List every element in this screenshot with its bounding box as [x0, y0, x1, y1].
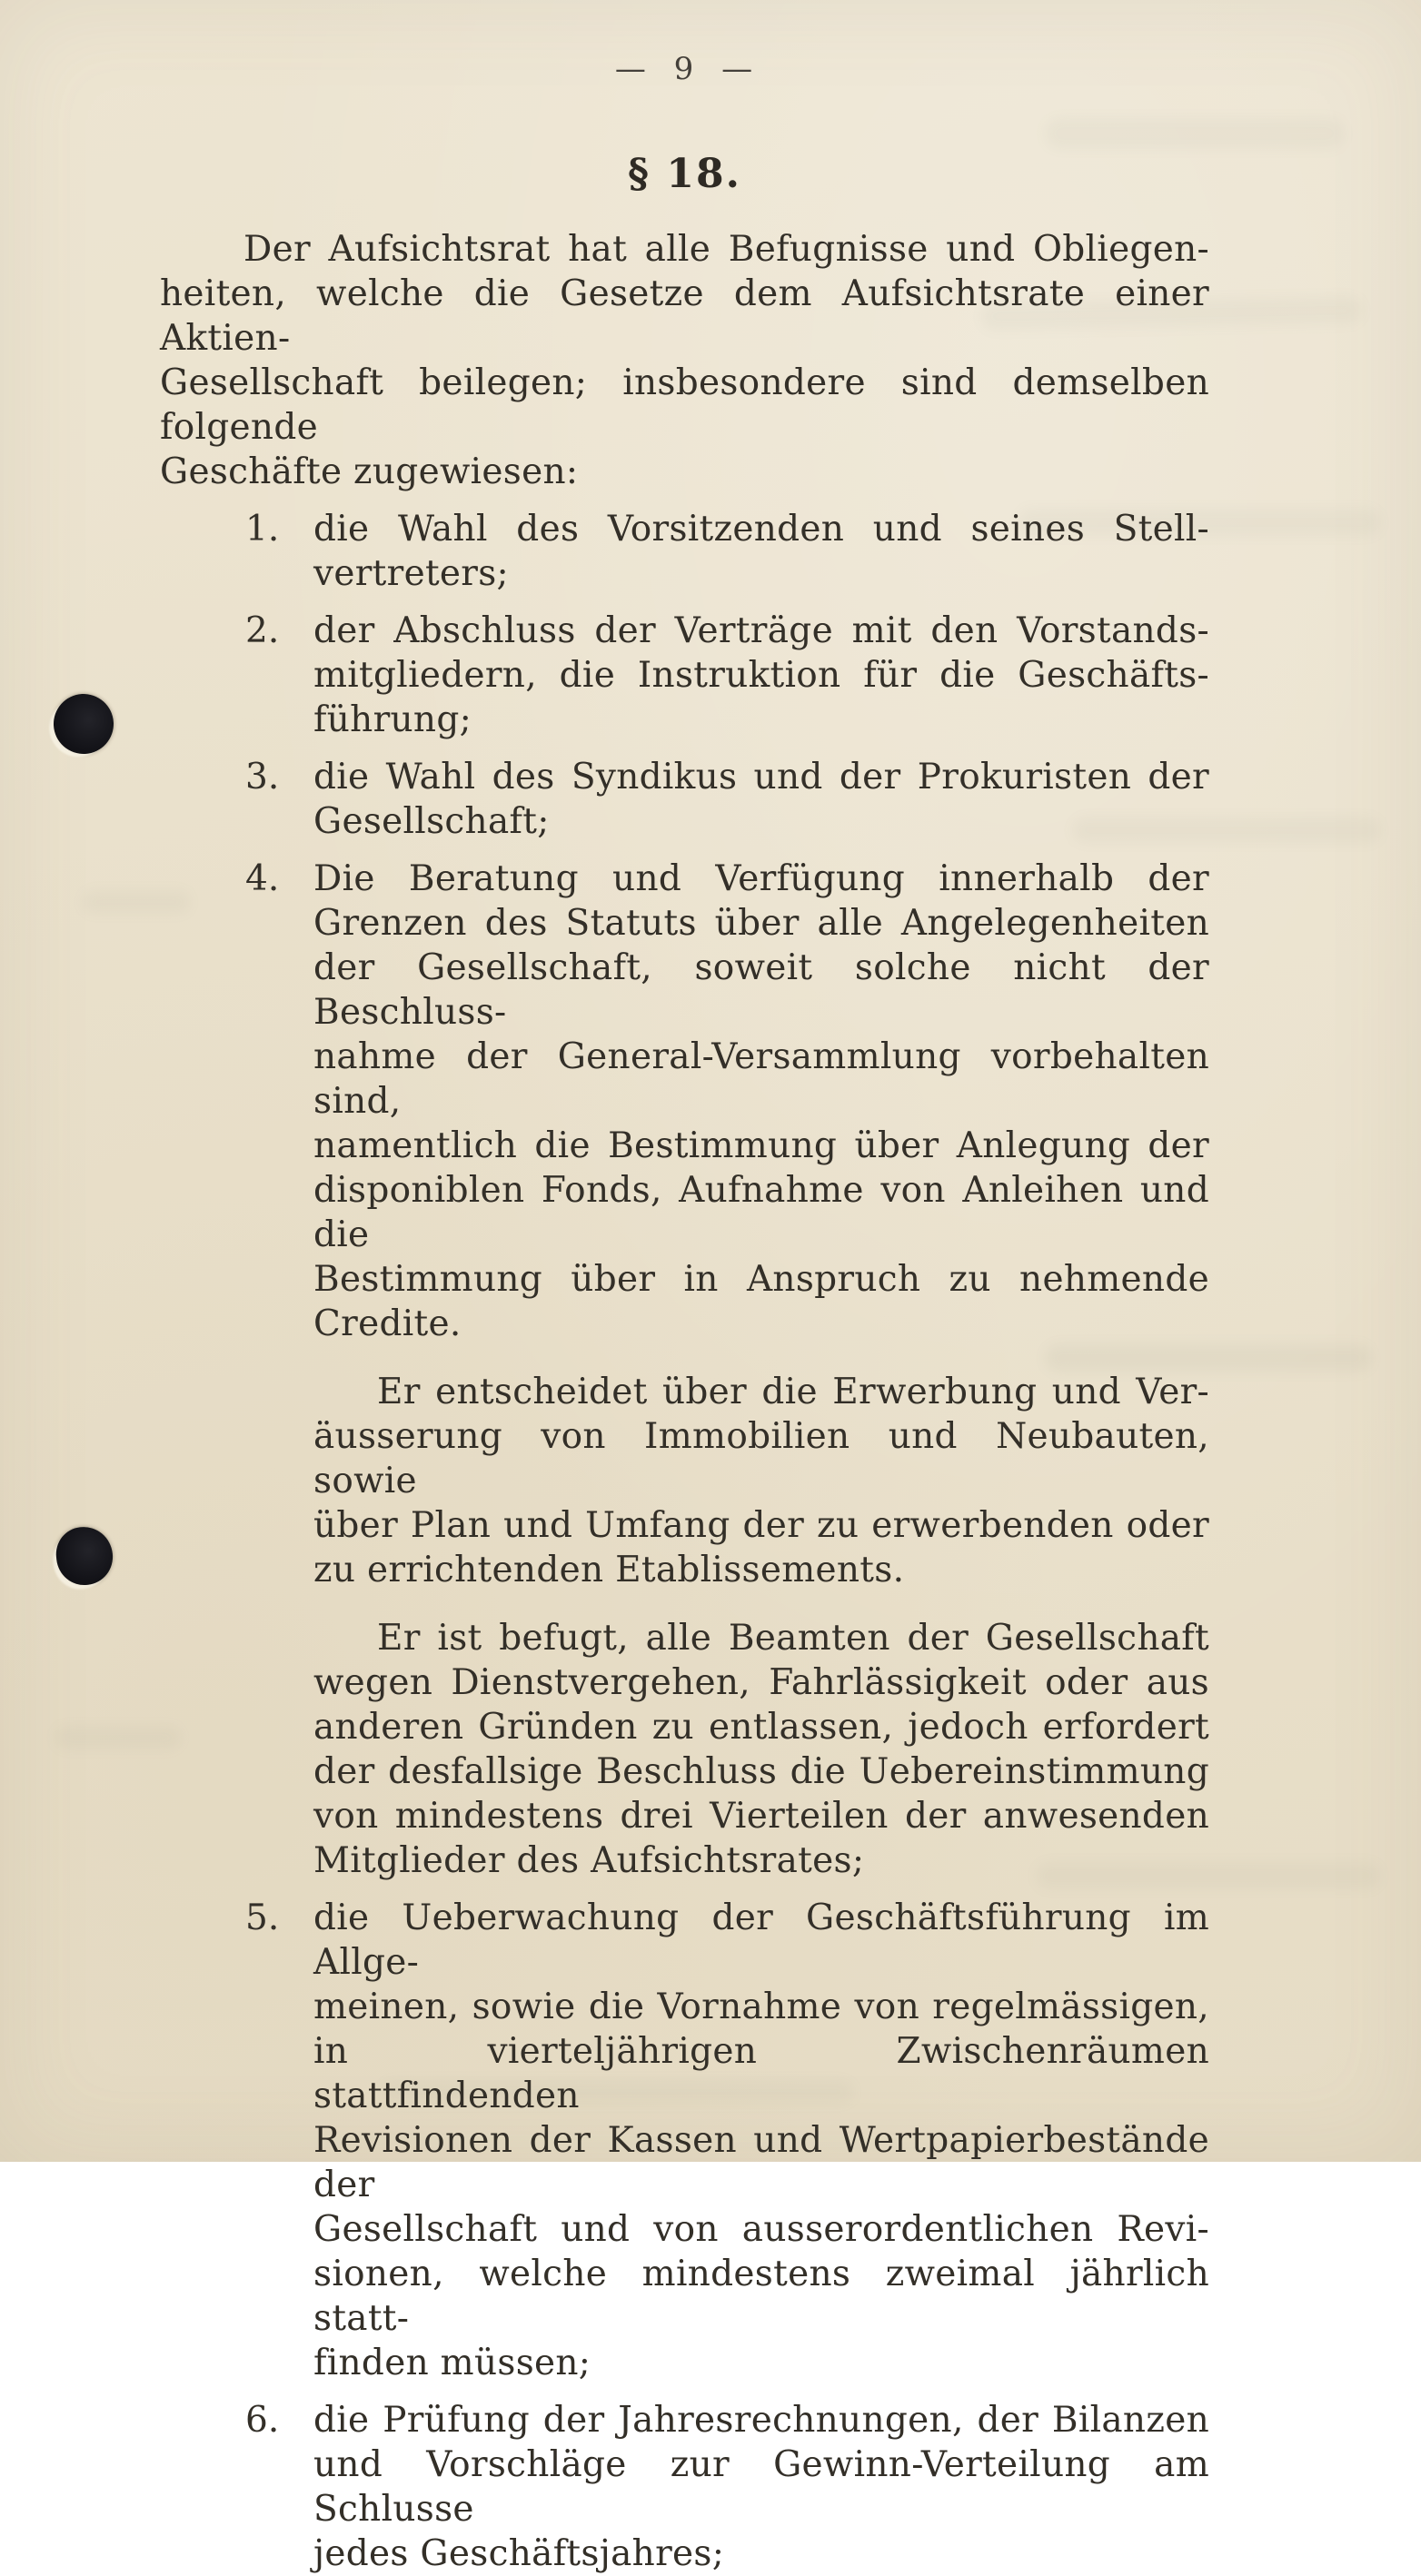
- punch-hole-icon: [50, 690, 118, 758]
- text-line: Bestimmung über in Anspruch zu nehmende Credite.: [313, 1259, 1209, 1344]
- text-line: nahme der General-Versammlung vorbehalten sind,: [313, 1036, 1209, 1122]
- text-line: äusserung von Immobilien und Neubauten, sowie: [313, 1416, 1209, 1501]
- intro-paragraph: [160, 227, 1209, 494]
- text-line: Der Aufsichtsrat hat alle Befugnisse und Obliegen-: [243, 229, 1209, 270]
- text-line: heiten, welche die Gesetze dem Aufsichtsrate einer Aktien-: [160, 273, 1209, 359]
- list-number: 2.: [245, 610, 280, 651]
- text-line: führung;: [313, 699, 472, 740]
- list-item-3: [160, 755, 1209, 844]
- text-line: mitgliedern, die Instruktion für die Geschäfts-: [313, 655, 1209, 696]
- text-line: von mindestens drei Vierteilen der anwesenden: [313, 1796, 1209, 1837]
- list-item-1: [160, 507, 1209, 596]
- text-line: Grenzen des Statuts über alle Angelegenheiten: [313, 903, 1209, 944]
- text-line: Er ist befugt, alle Beamten der Gesellschaft: [377, 1618, 1209, 1659]
- section-heading: § 18.: [628, 151, 741, 197]
- text-line: der Gesellschaft, soweit solche nicht der Beschluss-: [313, 947, 1209, 1033]
- list-number: 4.: [245, 858, 280, 899]
- text-column: [160, 0, 1209, 2576]
- list-item-6: [160, 2398, 1209, 2576]
- list-number: 6.: [245, 2400, 280, 2441]
- list-item-4: [160, 857, 1209, 1346]
- text-line: meinen, sowie die Vornahme von regelmässigen,: [313, 1986, 1209, 2027]
- text-line: die Wahl des Syndikus und der Prokuristen der: [313, 757, 1209, 798]
- list-item-2: [160, 609, 1209, 742]
- list-number: 5.: [245, 1897, 280, 1938]
- text-line: die Ueberwachung der Geschäftsführung im Allge-: [313, 1897, 1209, 1983]
- text-line: die Prüfung der Jahresrechnungen, der Bilanzen: [313, 2400, 1209, 2441]
- text-line: der desfallsige Beschluss die Uebereinstimmung: [313, 1751, 1209, 1792]
- list-item-body: [313, 2398, 1209, 2576]
- text-line: Geschäfte zugewiesen:: [160, 451, 579, 492]
- list-item-5: [160, 1896, 1209, 2385]
- text-line: finden müssen;: [313, 2343, 591, 2383]
- item4-subparagraph-1: [313, 1370, 1209, 1592]
- text-line: und Vorschläge zur Gewinn-Verteilung am Schlusse: [313, 2444, 1209, 2530]
- text-line: jedes Geschäftsjahres;: [313, 2533, 725, 2574]
- text-line: sionen, welche mindestens zweimal jährlich statt-: [313, 2254, 1209, 2339]
- list-item-body: [313, 609, 1209, 742]
- page-number: — 9 —: [614, 51, 755, 87]
- list-item-body: [313, 507, 1209, 596]
- text-line: die Wahl des Vorsitzenden und seines Stell-: [313, 509, 1209, 550]
- list-item-body: [313, 755, 1209, 844]
- list-number: 1.: [245, 509, 280, 550]
- text-line: Die Beratung und Verfügung innerhalb der: [313, 858, 1209, 899]
- text-line: in vierteljährigen Zwischenräumen stattfindenden: [313, 2031, 1209, 2116]
- text-line: Revisionen der Kassen und Wertpapierbestände der: [313, 2120, 1209, 2205]
- text-line: wegen Dienstvergehen, Fahrlässigkeit oder aus: [313, 1662, 1209, 1703]
- list-item-body: [313, 857, 1209, 1346]
- text-line: Gesellschaft beilegen; insbesondere sind demselben folgende: [160, 362, 1209, 448]
- text-line: über Plan und Umfang der zu erwerbenden oder: [313, 1505, 1209, 1546]
- punch-hole-icon: [54, 1524, 115, 1588]
- text-line: vertreters;: [313, 553, 510, 594]
- text-line: Er entscheidet über die Erwerbung und Ver-: [377, 1372, 1209, 1412]
- list-item-body: [313, 1896, 1209, 2385]
- text-line: disponiblen Fonds, Aufnahme von Anleihen und die: [313, 1170, 1209, 1255]
- text-line: zu errichtenden Etablissements.: [313, 1550, 905, 1590]
- list-number: 3.: [245, 757, 280, 798]
- text-line: Mitglieder des Aufsichtsrates;: [313, 1840, 865, 1881]
- text-line: der Abschluss der Verträge mit den Vorstands-: [313, 610, 1209, 651]
- text-line: Gesellschaft und von ausserordentlichen Revi-: [313, 2209, 1209, 2250]
- text-line: namentlich die Bestimmung über Anlegung der: [313, 1125, 1209, 1166]
- text-line: Gesellschaft;: [313, 801, 550, 842]
- item4-subparagraph-2: [313, 1616, 1209, 1883]
- text-line: anderen Gründen zu entlassen, jedoch erfordert: [313, 1707, 1209, 1748]
